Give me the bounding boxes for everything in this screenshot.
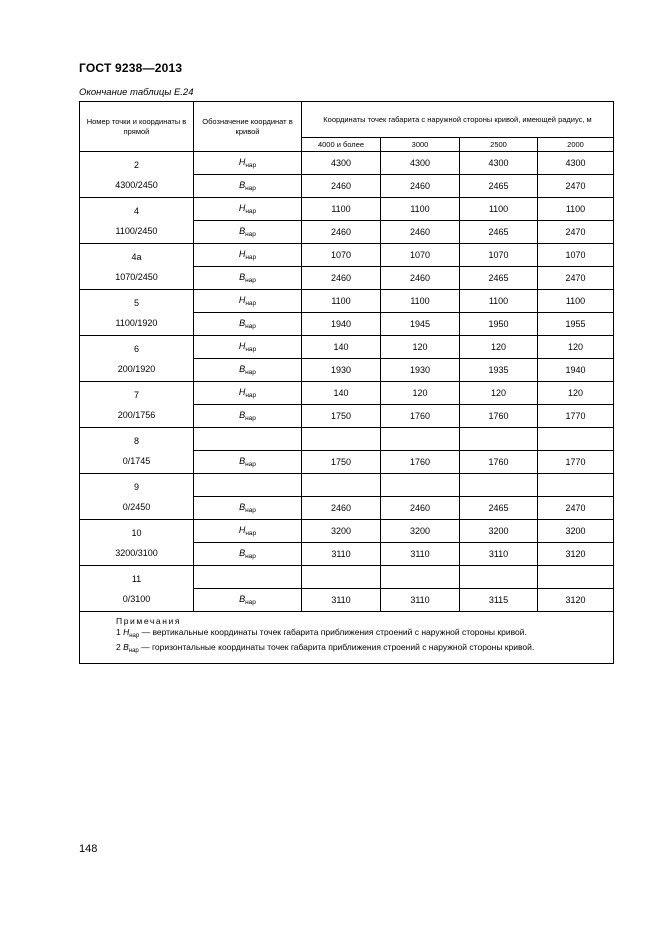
header-radius-2000: 2000 [538,138,614,152]
value-cell: 120 [538,382,614,405]
point-coordinates: 0/1745 [122,455,151,466]
value-cell: 1930 [302,359,381,382]
value-cell: 1070 [460,244,538,267]
point-number: 10 [131,527,142,538]
coordinate-symbol: $B_{нар}$ [239,456,256,468]
coordinate-symbol: $H_{нар}$ [238,157,257,169]
point-cell [80,382,194,428]
value-cell: 1935 [460,359,538,382]
symbol-b-cell [194,451,302,474]
table-row [80,382,614,405]
point-cell [80,566,194,612]
point-number: 7 [133,389,139,400]
point-number: 4 [133,205,139,216]
notes-title: Примечания [116,616,182,626]
notes-cell [80,612,614,664]
value-cell: 1770 [538,405,614,428]
point-number: 9 [133,481,139,492]
value-cell: 2470 [538,497,614,520]
table-row [80,290,614,313]
value-cell [460,474,538,497]
value-cell: 120 [460,382,538,405]
value-cell: 4300 [460,152,538,175]
value-cell: 1955 [538,313,614,336]
value-cell [538,566,614,589]
point-number: 2 [133,159,139,170]
value-cell: 4300 [538,152,614,175]
value-cell [302,428,381,451]
point-coordinates: 200/1920 [117,363,156,374]
symbol-h-cell [194,382,302,405]
symbol-b-cell [194,497,302,520]
point-coordinates: 4300/2450 [115,179,158,190]
value-cell [302,566,381,589]
value-cell: 120 [381,382,460,405]
value-cell: 2470 [538,221,614,244]
value-cell: 1100 [538,290,614,313]
symbol-h-cell [194,244,302,267]
value-cell: 1100 [381,198,460,221]
table-body [80,152,614,612]
value-cell: 2470 [538,267,614,290]
symbol-h-cell [194,474,302,497]
point-coordinates: 3200/3100 [115,547,158,558]
point-cell [80,198,194,244]
header-radius-2500: 2500 [460,138,538,152]
table-row [80,336,614,359]
value-cell [302,474,381,497]
point-number: 11 [131,573,142,584]
header-radius-4000: 4000 и более [302,138,381,152]
value-cell: 2460 [302,221,381,244]
value-cell: 1950 [460,313,538,336]
value-cell: 1760 [460,405,538,428]
header-radius-3000: 3000 [381,138,460,152]
value-cell: 2465 [460,221,538,244]
table-row [80,474,614,497]
coordinate-symbol: $H_{нар}$ [238,525,257,537]
note-item: 1 $H_{нар}$ — вертикальные координаты точек габарита приближения строений с наружной стороны кривой. [116,627,527,639]
symbol-b-cell [194,175,302,198]
value-cell: 1100 [302,290,381,313]
value-cell: 2460 [381,267,460,290]
symbol-b-cell [194,267,302,290]
coordinate-symbol: $B_{нар}$ [239,502,256,514]
symbol-b-cell [194,359,302,382]
value-cell: 2465 [460,175,538,198]
value-cell: 4300 [302,152,381,175]
coordinate-symbol: $B_{нар}$ [239,364,256,376]
value-cell: 1100 [460,198,538,221]
value-cell: 1930 [381,359,460,382]
value-cell: 2465 [460,497,538,520]
point-cell [80,336,194,382]
value-cell: 2460 [302,497,381,520]
value-cell [381,474,460,497]
coordinate-symbol: $H_{нар}$ [238,249,257,261]
symbol-h-cell [194,428,302,451]
value-cell: 2460 [302,267,381,290]
value-cell: 2460 [381,175,460,198]
value-cell: 120 [460,336,538,359]
value-cell: 1760 [381,405,460,428]
header-symbol-column: Обозначение координат в кривой [194,102,302,152]
table-row [80,520,614,543]
value-cell: 1760 [381,451,460,474]
symbol-b-cell [194,405,302,428]
point-coordinates: 1100/1920 [115,317,158,328]
point-cell [80,244,194,290]
symbol-b-cell [194,313,302,336]
note-item: 2 $B_{нар}$ — горизонтальные координаты точек габарита приближения строений с наружной стороны кривой. [116,642,535,654]
coordinate-symbol: $B_{нар}$ [239,318,256,330]
value-cell: 1750 [302,451,381,474]
header-radius-group: Координаты точек габарита с наружной стороны кривой, имеющей радиус, м [302,102,614,138]
value-cell: 1100 [381,290,460,313]
value-cell: 3120 [538,543,614,566]
value-cell: 1940 [302,313,381,336]
value-cell: 3115 [460,589,538,612]
symbol-h-cell [194,566,302,589]
point-cell [80,520,194,566]
value-cell: 1100 [460,290,538,313]
value-cell [381,566,460,589]
symbol-b-cell [194,543,302,566]
value-cell [460,566,538,589]
table-row [80,428,614,451]
symbol-h-cell [194,290,302,313]
coordinate-symbol: $B_{нар}$ [239,410,256,422]
value-cell: 1770 [538,451,614,474]
coordinate-symbol: $H_{нар}$ [238,295,257,307]
value-cell: 1750 [302,405,381,428]
value-cell: 3110 [460,543,538,566]
value-cell: 140 [302,382,381,405]
point-cell [80,152,194,198]
value-cell: 3200 [538,520,614,543]
point-number: 8 [133,435,139,446]
table-row [80,152,614,175]
point-cell [80,290,194,336]
value-cell: 2460 [381,221,460,244]
point-cell [80,428,194,474]
symbol-h-cell [194,520,302,543]
point-coordinates: 1100/2450 [115,225,158,236]
point-number: 4а [131,251,142,262]
value-cell: 120 [538,336,614,359]
value-cell [538,428,614,451]
value-cell: 2460 [381,497,460,520]
value-cell: 3110 [381,589,460,612]
value-cell: 1100 [302,198,381,221]
point-coordinates: 0/3100 [122,593,151,604]
coordinate-symbol: $H_{нар}$ [238,203,257,215]
table-row [80,198,614,221]
value-cell [460,428,538,451]
coordinate-symbol: $H_{нар}$ [238,387,257,399]
coordinate-symbol: $B_{нар}$ [239,594,256,606]
value-cell: 1940 [538,359,614,382]
document-header: ГОСТ 9238—2013 [79,61,183,75]
value-cell: 2465 [460,267,538,290]
value-cell: 1070 [302,244,381,267]
coordinate-symbol: $B_{нар}$ [239,272,256,284]
point-coordinates: 0/2450 [122,501,151,512]
value-cell: 1945 [381,313,460,336]
symbol-h-cell [194,152,302,175]
page-number: 148 [79,843,98,855]
coordinates-table [79,101,614,664]
value-cell: 1070 [381,244,460,267]
value-cell: 3110 [302,589,381,612]
value-cell: 1100 [538,198,614,221]
point-number: 6 [133,343,139,354]
coordinate-symbol: $B_{нар}$ [239,548,256,560]
coordinate-symbol: $B_{нар}$ [239,226,256,238]
header-point-column: Номер точки и координаты в прямой [80,102,194,152]
point-coordinates: 200/1756 [117,409,156,420]
symbol-b-cell [194,221,302,244]
value-cell: 140 [302,336,381,359]
coordinate-symbol: $H_{нар}$ [238,341,257,353]
value-cell: 120 [381,336,460,359]
value-cell: 3110 [381,543,460,566]
value-cell: 3110 [302,543,381,566]
value-cell: 4300 [381,152,460,175]
symbol-h-cell [194,198,302,221]
point-cell [80,474,194,520]
value-cell: 2460 [302,175,381,198]
value-cell: 2470 [538,175,614,198]
symbol-h-cell [194,336,302,359]
value-cell: 3200 [460,520,538,543]
value-cell: 3120 [538,589,614,612]
table-row [80,244,614,267]
value-cell: 1760 [460,451,538,474]
value-cell: 1070 [538,244,614,267]
value-cell: 3200 [381,520,460,543]
value-cell [381,428,460,451]
point-number: 5 [133,297,139,308]
symbol-b-cell [194,589,302,612]
value-cell [538,474,614,497]
coordinate-symbol: $B_{нар}$ [239,180,256,192]
table-row [80,566,614,589]
table-caption: Окончание таблицы Е.24 [79,87,194,98]
point-coordinates: 1070/2450 [115,271,158,282]
value-cell: 3200 [302,520,381,543]
